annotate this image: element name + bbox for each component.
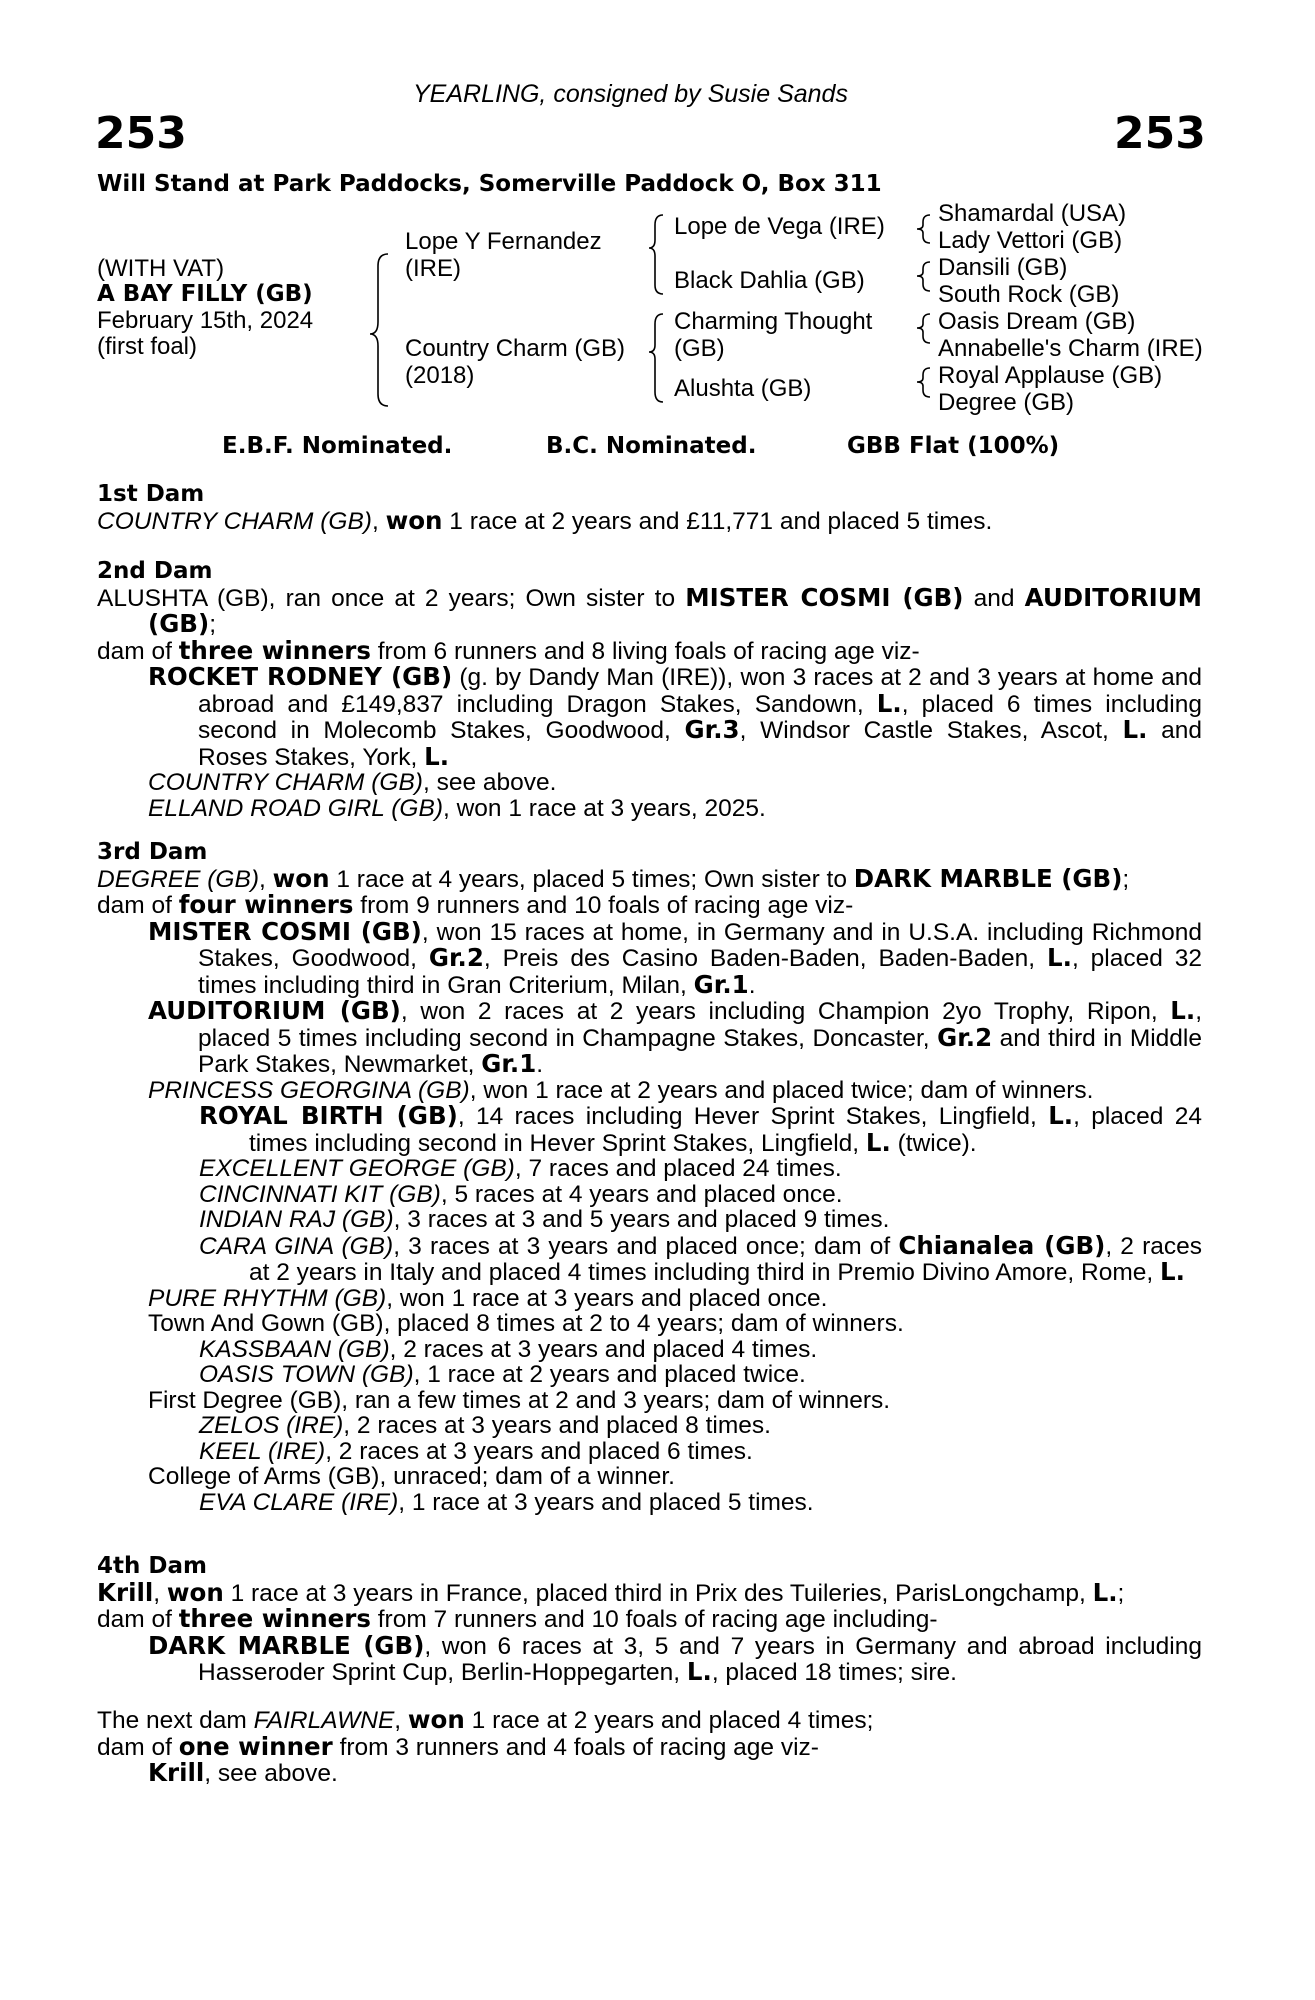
text: from 9 runners and 10 foals of racing age viz- xyxy=(353,892,854,919)
produce-mister-cosmi xyxy=(97,916,1202,999)
horse-dob: February 15th, 2024 xyxy=(97,307,314,334)
dss: Oasis Dream (GB) xyxy=(938,308,1136,335)
bold-name: DARK MARBLE (GB) xyxy=(853,863,1123,893)
second-dam-heading: 2nd Dam xyxy=(97,558,213,584)
group: Gr.2 xyxy=(428,943,484,972)
text: , 7 races and placed 24 times. xyxy=(514,1155,842,1182)
text: , 14 races including Hever Sprint Stakes, Lingfield, xyxy=(457,1103,1049,1130)
fourth-dam-line1 xyxy=(97,1577,1202,1607)
group: Gr.1 xyxy=(481,1049,537,1078)
lot-number-left: 253 xyxy=(95,108,187,159)
text: 1 race at 4 years, placed 5 times; Own sister to xyxy=(329,865,854,893)
produce-royal-birth xyxy=(97,1103,1202,1156)
text: 1 race at 2 years and placed 4 times; xyxy=(464,1707,874,1734)
text: , won 6 races at 3, 5 and 7 years in Germany and abroad including Hasseroder Sprint Cup, Berlin-Hoppegarten, xyxy=(198,1632,1202,1686)
produce-indian-raj xyxy=(97,1207,1202,1233)
third-dam-heading: 3rd Dam xyxy=(97,839,208,865)
gbb-scheme: GBB Flat (100%) xyxy=(847,433,1060,459)
horse-name: KASSBAAN (GB) xyxy=(199,1335,390,1363)
horse-name: ROCKET RODNEY (GB) xyxy=(148,662,453,691)
text: , won 15 races at home, in Germany and in U.S.A. including Richmond Stakes, Goodwood, xyxy=(198,918,1202,972)
sire-name: Lope Y Fernandez xyxy=(405,228,602,255)
foal-note: (first foal) xyxy=(97,333,198,360)
text: 1 race at 3 years in France, placed third in Prix des Tuileries, ParisLongchamp, xyxy=(223,1579,1093,1607)
listed: L. xyxy=(1170,996,1196,1025)
text: from 6 runners and 8 living foals of racing age viz- xyxy=(370,637,920,665)
text: , won 1 race at 3 years and placed once. xyxy=(386,1284,828,1312)
horse-name: PURE RHYTHM (GB) xyxy=(148,1284,387,1312)
produce-zelos xyxy=(97,1413,1202,1439)
ssd: Lady Vettori (GB) xyxy=(938,227,1123,254)
ddd: Degree (GB) xyxy=(938,389,1075,416)
bold-text: four winners xyxy=(178,890,354,919)
text: and xyxy=(963,584,1025,612)
next-dam-section xyxy=(97,1707,1202,1787)
first-dam-section xyxy=(97,482,1202,534)
won-label: won xyxy=(385,505,443,535)
text: from 7 runners and 10 foals of racing age including- xyxy=(370,1606,938,1633)
produce-first-degree: First Degree (GB), ran a few times at 2 and 3 years; dam of winners. xyxy=(148,1386,891,1414)
second-dam-section xyxy=(97,559,1202,821)
text: and third in Middle Park Stakes, Newmarket, xyxy=(198,1024,1202,1078)
listed: L. xyxy=(1160,1257,1185,1286)
text: ALUSHTA (GB), ran once at 2 years; Own sister to xyxy=(97,584,686,612)
horse-name: CINCINNATI KIT (GB) xyxy=(199,1180,441,1208)
text: and Roses Stakes, York, xyxy=(198,717,1203,771)
produce-elland-road-girl xyxy=(97,796,1202,822)
fourth-dam-section xyxy=(97,1554,1202,1686)
next-dam-line2 xyxy=(97,1731,1202,1761)
produce-college-of-arms: College of Arms (GB), unraced; dam of a winner. xyxy=(148,1463,675,1490)
bold-text: three winners xyxy=(178,635,371,665)
text: , xyxy=(153,1579,167,1607)
sale-subtitle: YEARLING, consigned by Susie Sands xyxy=(413,80,848,108)
text: ; xyxy=(209,611,216,638)
text: , placed 24 times including second in Hever Sprint Stakes, Lingfield, xyxy=(249,1103,1202,1157)
sire-dam: Black Dahlia (GB) xyxy=(674,267,865,294)
dsd: Annabelle's Charm (IRE) xyxy=(938,335,1203,362)
produce-dark-marble xyxy=(97,1630,1202,1686)
listed: L. xyxy=(865,1127,891,1157)
first-dam-name: COUNTRY CHARM (GB) xyxy=(97,507,372,535)
text: , 5 races at 4 years and placed once. xyxy=(440,1180,843,1208)
text: from 3 runners and 4 foals of racing age viz- xyxy=(332,1733,819,1761)
horse-name: OASIS TOWN (GB) xyxy=(199,1361,414,1388)
text: , Windsor Castle Stakes, Ascot, xyxy=(739,717,1123,744)
won-label: won xyxy=(166,1577,224,1607)
sss: Shamardal (USA) xyxy=(938,200,1127,227)
next-dam-line1 xyxy=(97,1707,1202,1734)
text: dam of xyxy=(97,892,179,919)
text: , placed 6 times including second in Molecomb Stakes, Goodwood, xyxy=(198,690,1202,744)
sdd: South Rock (GB) xyxy=(938,281,1120,308)
produce-keel xyxy=(97,1439,1202,1465)
bold-name: Chianalea (GB) xyxy=(898,1230,1106,1260)
horse-name: COUNTRY CHARM (GB) xyxy=(148,769,423,796)
text: , xyxy=(259,865,273,893)
dam-name: Country Charm (GB) xyxy=(405,335,626,362)
listed: L. xyxy=(686,1657,712,1686)
listed: L. xyxy=(1048,1101,1074,1130)
horse-name: A BAY FILLY (GB) xyxy=(97,281,313,307)
bold-text: one winner xyxy=(178,1731,333,1761)
horse-name: PRINCESS GEORGINA (GB) xyxy=(148,1076,470,1104)
horse-name: DEGREE (GB) xyxy=(97,865,259,893)
text: , 2 races at 2 years in Italy and placed 4 times including third in Premio Divino Amore, Rome, xyxy=(249,1232,1202,1286)
text: , 2 races at 3 years and placed 8 times. xyxy=(343,1412,771,1439)
produce-auditorium xyxy=(97,998,1202,1078)
text: , won 2 races at 2 years including Champion 2yo Trophy, Ripon, xyxy=(400,998,1171,1025)
text: ; xyxy=(1122,865,1130,893)
won-label: won xyxy=(272,863,330,893)
sire-sire: Lope de Vega (IRE) xyxy=(674,213,885,240)
text: , placed 5 times including second in Champagne Stakes, Doncaster, xyxy=(198,998,1203,1052)
horse-name: INDIAN RAJ (GB) xyxy=(199,1206,394,1233)
text: , 1 race at 2 years and placed twice. xyxy=(413,1361,806,1388)
text: , Preis des Casino Baden-Baden, Baden-Baden, xyxy=(483,945,1048,972)
bold-name: MISTER COSMI (GB) xyxy=(685,582,964,612)
text: dam of xyxy=(97,1733,179,1761)
lot-number-right: 253 xyxy=(1114,108,1206,159)
produce-princess-georgina xyxy=(97,1078,1202,1104)
text: , see above. xyxy=(422,769,557,796)
listed: L. xyxy=(1092,1577,1118,1607)
bc-nomination: B.C. Nominated. xyxy=(546,433,757,459)
horse-name: FAIRLAWNE xyxy=(253,1707,395,1734)
produce-oasis-town xyxy=(97,1362,1202,1388)
produce-krill xyxy=(97,1760,1202,1787)
listed: L. xyxy=(1047,943,1072,972)
group: Gr.1 xyxy=(693,969,749,999)
text: , 1 race at 3 years and placed 5 times. xyxy=(398,1488,814,1516)
text: . xyxy=(536,1051,544,1078)
text: , 3 races at 3 years and placed once; dam of xyxy=(393,1232,899,1260)
third-dam-line1 xyxy=(97,863,1202,893)
first-dam-text: 1 race at 2 years and £11,771 and placed 5 times. xyxy=(442,507,993,535)
first-dam-heading: 1st Dam xyxy=(97,481,205,507)
dam-sire-country: (GB) xyxy=(674,335,725,362)
horse-name: Krill xyxy=(148,1758,205,1787)
produce-rocket-rodney xyxy=(97,664,1202,770)
text: . xyxy=(748,971,756,999)
horse-name: Krill xyxy=(97,1577,154,1607)
third-dam-line2 xyxy=(97,892,1202,919)
produce-town-and-gown: Town And Gown (GB), placed 8 times at 2 to 4 years; dam of winners. xyxy=(148,1310,904,1337)
listed: L. xyxy=(424,741,449,771)
vat-note: (WITH VAT) xyxy=(97,255,225,282)
dds: Royal Applause (GB) xyxy=(938,362,1163,389)
second-dam-line1 xyxy=(97,582,1202,638)
sds: Dansili (GB) xyxy=(938,254,1068,281)
won-label: won xyxy=(407,1705,465,1734)
text: , see above. xyxy=(204,1760,338,1787)
produce-cincinnati-kit xyxy=(97,1182,1202,1208)
fourth-dam-line2 xyxy=(97,1606,1202,1633)
stand-location: Will Stand at Park Paddocks, Somerville Paddock O, Box 311 xyxy=(97,171,882,197)
dam-dam: Alushta (GB) xyxy=(674,375,812,402)
produce-pure-rhythm xyxy=(97,1286,1202,1312)
text: , 2 races at 3 years and placed 6 times. xyxy=(325,1437,753,1465)
listed: L. xyxy=(1122,715,1148,744)
horse-name: AUDITORIUM (GB) xyxy=(148,996,401,1025)
third-dam-section xyxy=(97,840,1202,1515)
text: (twice). xyxy=(890,1129,977,1157)
dam-year: (2018) xyxy=(405,362,475,389)
horse-name: ROYAL BIRTH (GB) xyxy=(199,1101,458,1130)
horse-name: CARA GINA (GB) xyxy=(199,1232,394,1260)
horse-name: DARK MARBLE (GB) xyxy=(148,1630,425,1660)
horse-name: KEEL (IRE) xyxy=(199,1437,326,1465)
sire-country: (IRE) xyxy=(405,255,461,282)
text: dam of xyxy=(97,1606,179,1633)
text: , 3 races at 3 and 5 years and placed 9 times. xyxy=(393,1206,890,1233)
produce-excellent-george xyxy=(97,1156,1202,1182)
bold-name: AUDITORIUM (GB) xyxy=(148,582,1202,638)
produce-eva-clare xyxy=(97,1490,1202,1516)
text: dam of xyxy=(97,637,179,665)
horse-name: EXCELLENT GEORGE (GB) xyxy=(199,1155,515,1182)
horse-name: ZELOS (IRE) xyxy=(199,1412,344,1439)
text: , won 1 race at 3 years, 2025. xyxy=(442,794,766,822)
horse-name: ELLAND ROAD GIRL (GB) xyxy=(148,794,443,822)
horse-name: MISTER COSMI (GB) xyxy=(148,916,422,946)
text: ; xyxy=(1117,1579,1125,1607)
produce-country-charm xyxy=(97,770,1202,796)
horse-name: EVA CLARE (IRE) xyxy=(199,1488,399,1516)
produce-kassbaan xyxy=(97,1337,1202,1363)
text: (g. by Dandy Man (IRE)), won 3 races at 2 and 3 years at home and abroad and £149,837 including Dragon Stakes, Sandown, xyxy=(198,664,1203,718)
text: , placed 32 times including third in Gran Criterium, Milan, xyxy=(198,945,1202,999)
fourth-dam-heading: 4th Dam xyxy=(97,1553,207,1579)
group: Gr.3 xyxy=(684,715,740,744)
text: The next dam xyxy=(97,1707,254,1734)
dam-sire-name: Charming Thought xyxy=(674,308,873,335)
produce-cara-gina xyxy=(97,1230,1202,1286)
text: , xyxy=(394,1707,408,1734)
second-dam-line2 xyxy=(97,635,1202,665)
first-dam-line: COUNTRY CHARM (GB), won 1 race at 2 years and £11,771 and placed 5 times. xyxy=(97,505,993,535)
bold-text: three winners xyxy=(178,1604,371,1633)
ebf-nomination: E.B.F. Nominated. xyxy=(222,433,453,459)
group: Gr.2 xyxy=(937,1022,993,1052)
listed: L. xyxy=(876,688,902,718)
text: , won 1 race at 2 years and placed twice; dam of winners. xyxy=(469,1076,1094,1104)
text: , placed 18 times; sire. xyxy=(711,1659,957,1686)
text: , 2 races at 3 years and placed 4 times. xyxy=(389,1335,818,1363)
